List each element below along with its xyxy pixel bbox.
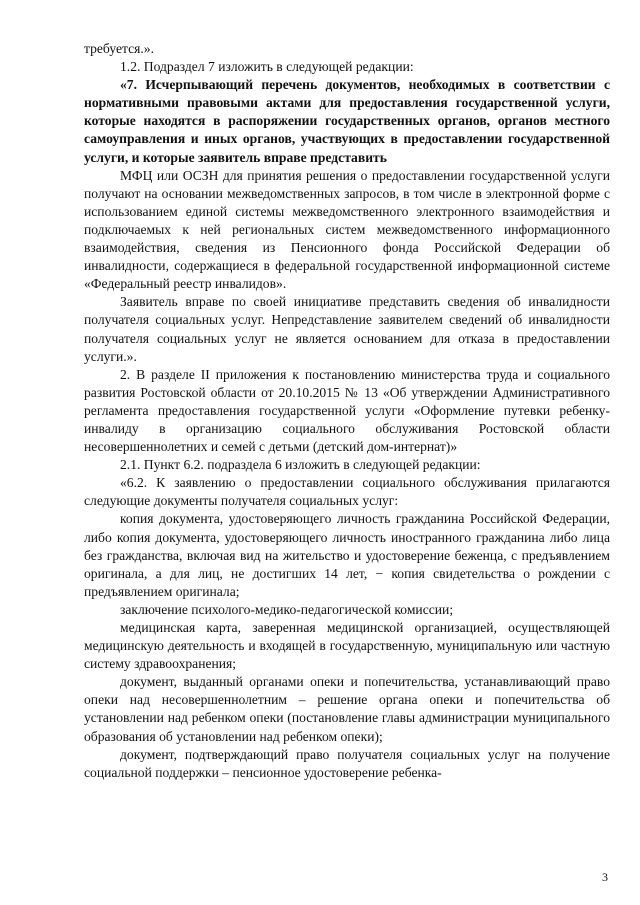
paragraph-applicant-right: Заявитель вправе по своей инициативе представить сведения об инвалидности получателя социальных услуг. Непредставление заявителем сведений об инвалидности получателя социальных услуг не является основанием для отказа в предоставлении услуги.». (84, 294, 610, 364)
page-number: 3 (602, 870, 608, 884)
document-page (84, 40, 610, 782)
list-item-identity-copy: копия документа, удостоверяющего личность гражданина Российской Федерации, либо копия документа, удостоверяющего личность иностранного гражданина либо лица без гражданства, включая вид на жительство и удостоверение беженца, с предъявлением оригинала, а для лиц, не достигших 14 лет, − копия свидетельства о рождении с предъявлением оригинала; (84, 511, 610, 599)
list-item-medical-card: медицинская карта, заверенная медицинской организацией, осуществляющей медицинскую деятельность и входящей в государственную, муниципальную или частную систему здравоохранения; (84, 620, 610, 672)
paragraph-2: 2. В разделе II приложения к постановлению министерства труда и социального развития Ростовской области от 20.10.2015 № 13 «Об утверждении Административного регламента предоставления государственной услуги «Оформление путевки ребенку-инвалиду в организацию социального обслуживания Ростовской области несовершеннолетних и семей с детьми (детский дом-интернат)» (84, 366, 610, 455)
paragraph-mfc: МФЦ или ОСЗН для принятия решения о предоставлении государственной услуги получают на основании межведомственных запросов, в том числе в электронной форме с использованием единой системы межведомственного электронного взаимодействия и подключаемых к ней региональных систем межведомственного информационного взаимодействия, сведения из Пенсионного фонда Российской Федерации об инвалидности, содержащиеся в федеральной государственной информационной системе «Федеральный реестр инвалидов». (84, 167, 610, 292)
list-item-pmpk-conclusion: заключение психолого-медико-педагогической комиссии; (120, 601, 454, 617)
paragraph-2-1: 2.1. Пункт 6.2. подраздела 6 изложить в следующей редакции: (120, 457, 481, 473)
paragraph-1-2: 1.2. Подраздел 7 изложить в следующей редакции: (120, 59, 414, 75)
paragraph-6-2: «6.2. К заявлению о предоставлении социального обслуживания прилагаются следующие документы получателя социальных услуг: (84, 475, 610, 509)
list-item-social-support-document: документ, подтверждающий право получателя социальных услуг на получение социальной поддержки – пенсионное удостоверение ребенка- (84, 746, 610, 780)
paragraph-continuation: требуется.». (84, 41, 154, 56)
list-item-guardianship-document: документ, выданный органами опеки и попечительства, устанавливающий право опеки над несовершеннолетним – решение органа опеки и попечительства об установлении над ребенком опеки (постановление главы администрации муниципального образования об установлении над ребенком опеки); (84, 674, 610, 744)
section-7-heading: «7. Исчерпывающий перечень документов, необходимых в соответствии с нормативными правовыми актами для предоставления государственной услуги, которые находятся в распоряжении государственных органов, органов местного самоуправления и иных органов, участвующих в предоставлении государственной услуги, и которые заявитель вправе представить (84, 77, 610, 165)
